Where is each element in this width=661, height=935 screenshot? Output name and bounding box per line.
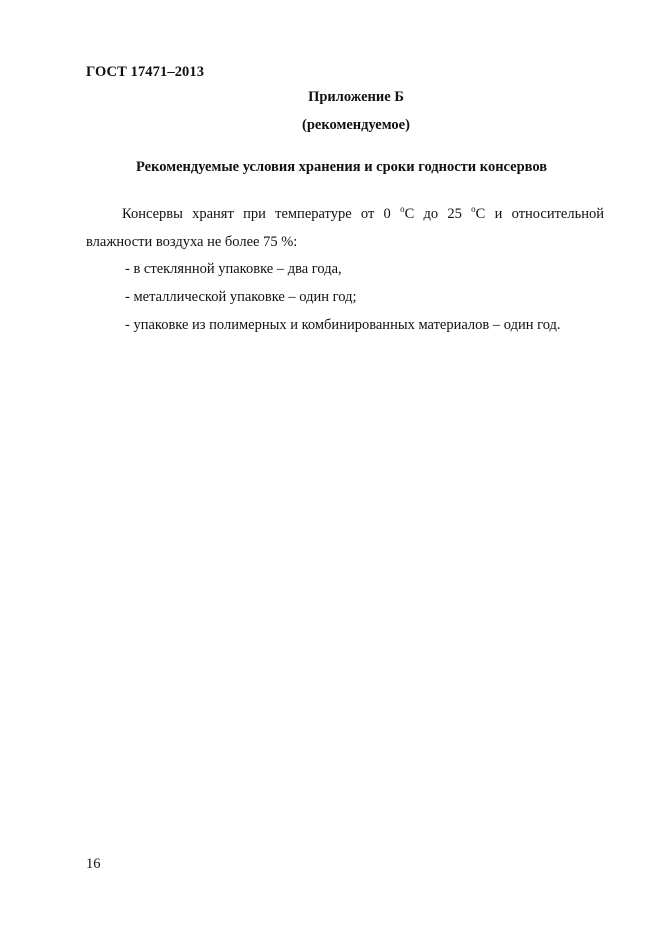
para-text-a: Консервы хранят при температуре от 0 (122, 206, 401, 222)
para-text-c: С и относительной (475, 206, 604, 222)
annex-status: (рекомендуемое) (302, 117, 410, 133)
paragraph-line-1 (86, 200, 604, 228)
shelf-life-list (125, 255, 561, 339)
degree-sup-2: о (471, 204, 476, 214)
storage-paragraph (86, 200, 604, 256)
degree-sup-1: о (400, 204, 405, 214)
list-item: - в стеклянной упаковке – два года, (125, 261, 342, 277)
list-item: - металлической упаковке – один год; (125, 289, 357, 305)
para-text-b: С до 25 (404, 206, 472, 222)
list-item: - упаковке из полимерных и комбинированных материалов – один год. (125, 317, 561, 333)
annex-title: Приложение Б (308, 89, 404, 105)
paragraph-line-2: влажности воздуха не более 75 %: (86, 234, 298, 250)
section-heading: Рекомендуемые условия хранения и сроки годности консервов (136, 159, 548, 175)
standard-code: ГОСТ 17471–2013 (86, 64, 205, 80)
page-number: 16 (86, 856, 101, 872)
